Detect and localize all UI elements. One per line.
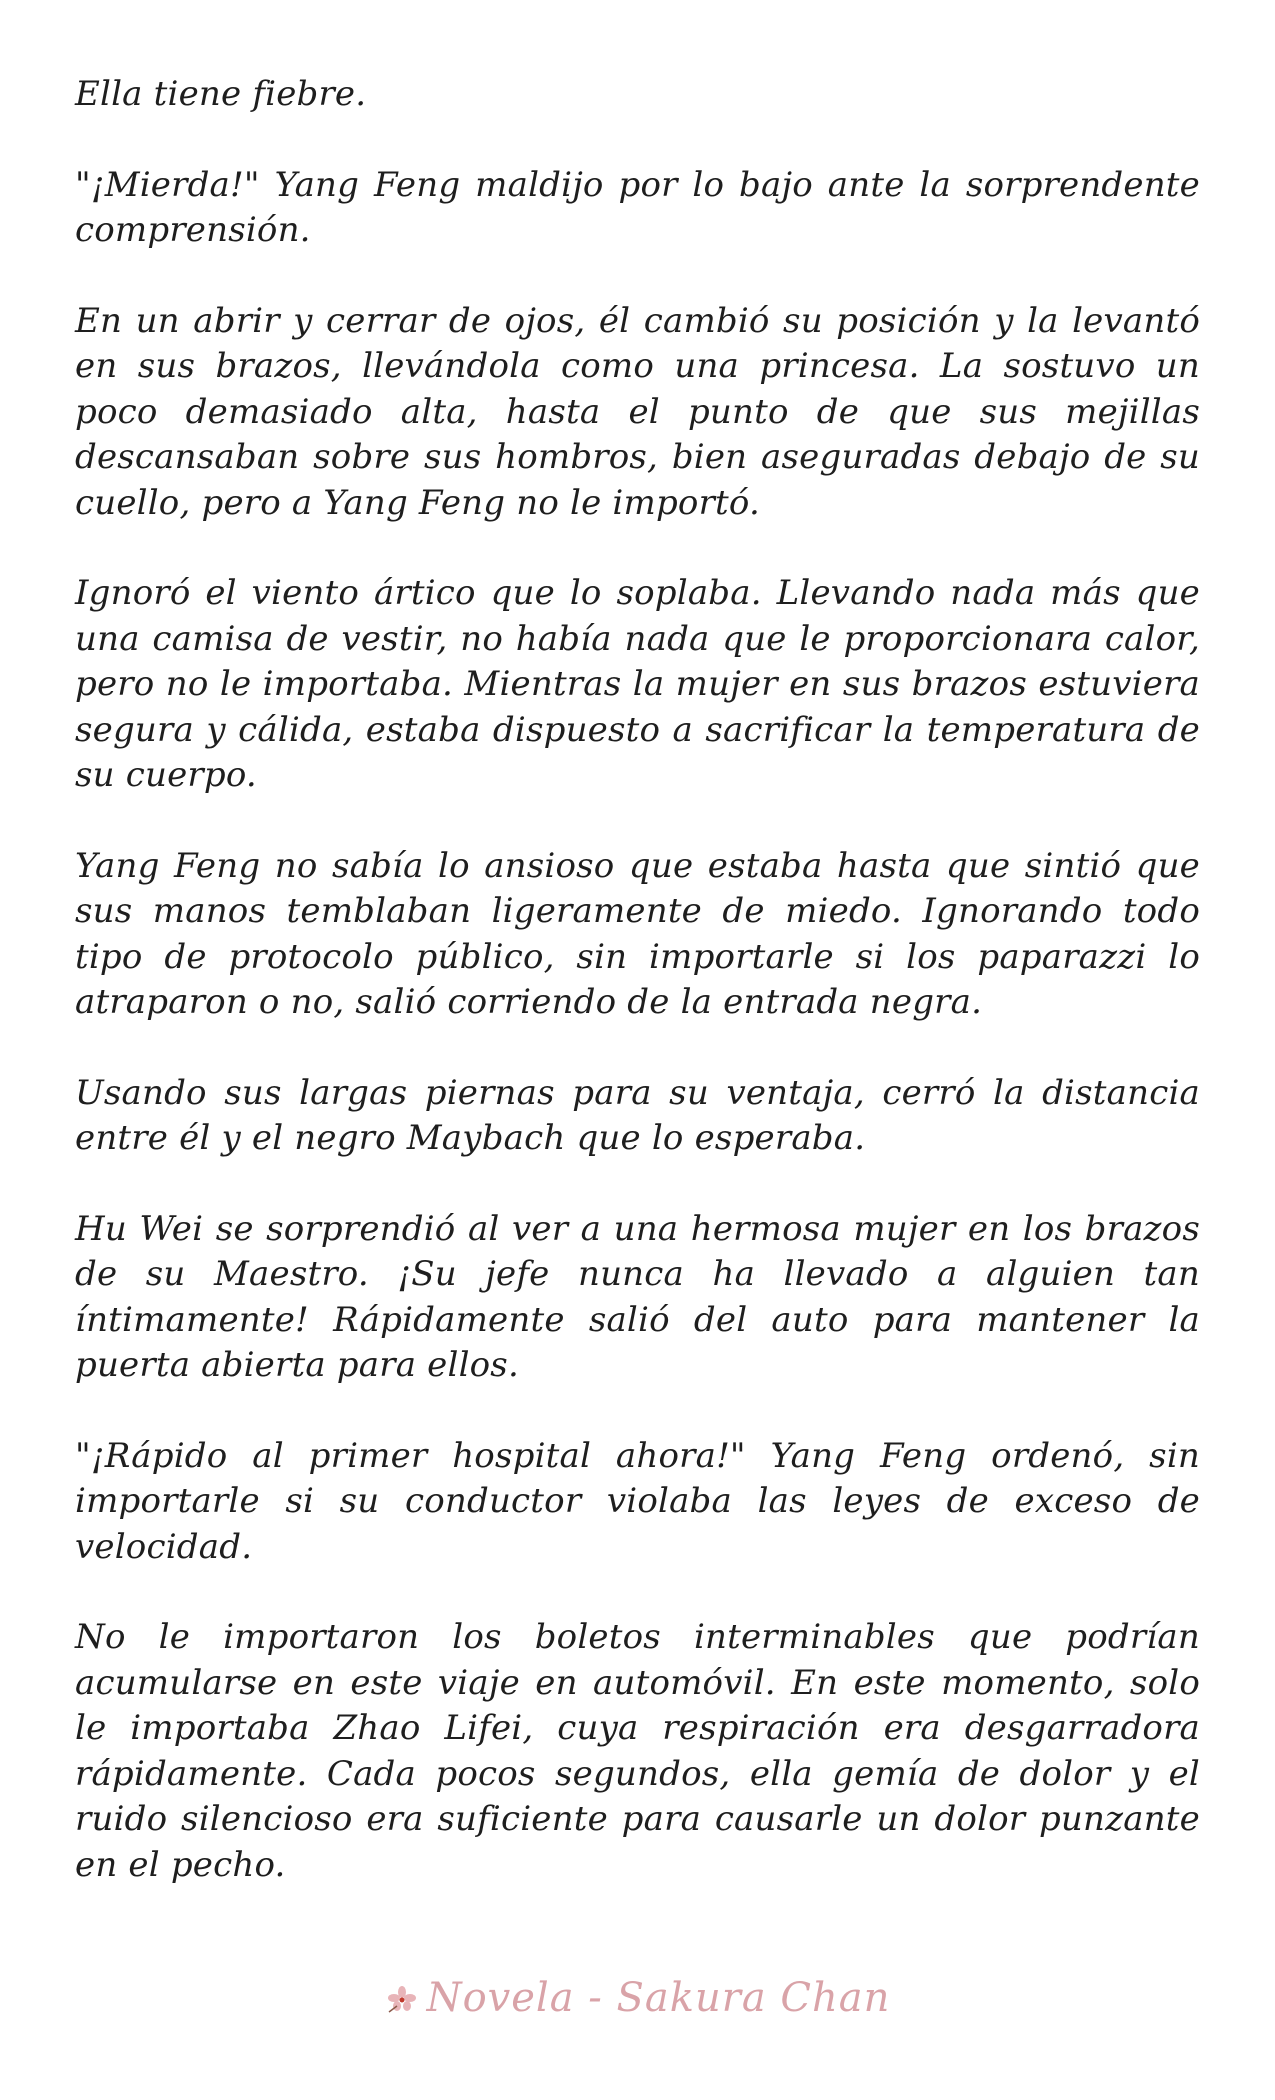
- paragraph: Ella tiene fiebre.: [75, 74, 367, 114]
- document-body: [75, 72, 1200, 1933]
- paragraph: No le importaron los boletos interminables que podrían acumularse en este viaje en automóvil. En este momento, solo le importaba Zhao Lifei, cuya respiración era desgarradora rápidamente. Cada pocos segundos, ella gemía de dolor y el ruido silencioso era suficiente para causarle un dolor punzante en el pecho.: [75, 1617, 1200, 1885]
- paragraph: "¡Rápido al primer hospital ahora!" Yang Feng ordenó, sin importarle si su conductor violaba las leyes de exceso de velocidad.: [75, 1435, 1200, 1567]
- paragraph: Ignoró el viento ártico que lo soplaba. Llevando nada más que una camisa de vestir, no había nada que le proporcionara calor, pero no le importaba. Mientras la mujer en sus brazos estuviera segura y cálida, estaba dispuesto a sacrificar la temperatura de su cuerpo.: [75, 573, 1200, 795]
- watermark-text: Novela - Sakura Chan: [426, 1975, 891, 2021]
- paragraph: Yang Feng no sabía lo ansioso que estaba hasta que sintió que sus manos temblaban ligeramente de miedo. Ignorando todo tipo de protocolo público, sin importarle si los paparazzi lo atraparon o no, salió corriendo de la entrada negra.: [75, 845, 1200, 1022]
- sakura-flower-icon: [385, 1978, 419, 2024]
- watermark: [0, 1975, 1275, 2024]
- paragraph: Hu Wei se sorprendió al ver a una hermosa mujer en los brazos de su Maestro. ¡Su jefe nunca ha llevado a alguien tan íntimamente! Rápidamente salió del auto para mantener la puerta abierta para ellos.: [75, 1208, 1200, 1385]
- paragraph: "¡Mierda!" Yang Feng maldijo por lo bajo ante la sorprendente comprensión.: [75, 164, 1200, 250]
- paragraph: En un abrir y cerrar de ojos, él cambió su posición y la levantó en sus brazos, llevándola como una princesa. La sostuvo un poco demasiado alta, hasta el punto de que sus mejillas descansaban sobre sus hombros, bien aseguradas debajo de su cuello, pero a Yang Feng no le importó.: [75, 300, 1200, 523]
- paragraph: Usando sus largas piernas para su ventaja, cerró la distancia entre él y el negro Maybach que lo esperaba.: [75, 1072, 1200, 1158]
